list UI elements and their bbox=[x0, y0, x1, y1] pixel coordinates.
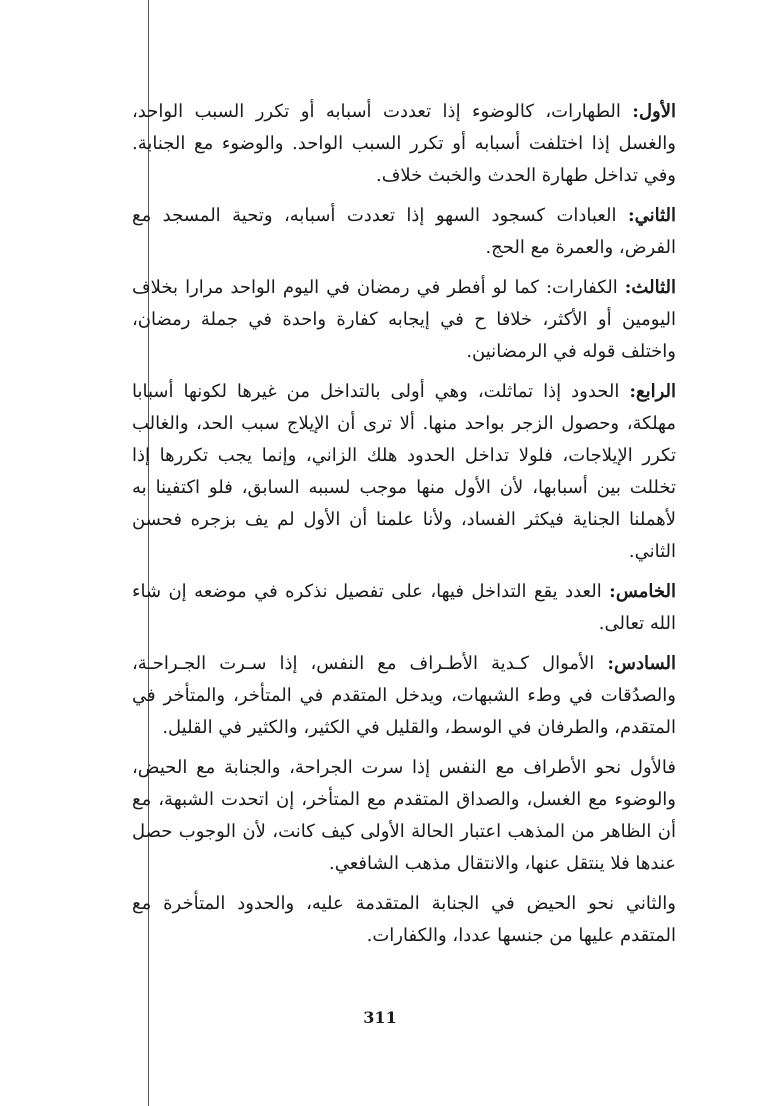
paragraph-text: الطهارات، كالوضوء إذا تعددت أسبابه أو تكرر السبب الواحد، والغسل إذا اختلفت أسبابه أو تكرر السبب الواحد. والوضوء مع الجنابة. وفي تداخل طهارة الحدث والخبث خلاف. bbox=[132, 101, 676, 186]
paragraph-lead: السادس: bbox=[607, 653, 676, 674]
paragraph-fifth bbox=[132, 576, 676, 640]
paragraph-seventh bbox=[132, 752, 676, 880]
paragraph-text: العبادات كسجود السهو إذا تعددت أسبابه، وتحية المسجد مع الفرض، والعمرة مع الحج. bbox=[132, 205, 676, 258]
paragraph-first bbox=[132, 96, 676, 192]
paragraph-text: فالأول نحو الأطراف مع النفس إذا سرت الجراحة، والجنابة مع الحيض، والوضوء مع الغسل، والصداق المتقدم مع المتأخر، إن اتحدت الشبهة، مع أن الظاهر من المذهب اعتبار الحالة الأولى كيف كانت، لأن الوجوب حصل عندها فلا ينتقل عنها، والانتقال مذهب الشافعي. bbox=[132, 757, 676, 874]
paragraph-sixth bbox=[132, 648, 676, 744]
paragraph-lead: الأول: bbox=[632, 101, 676, 122]
paragraph-text: الحدود إذا تماثلت، وهي أولى بالتداخل من غيرها لكونها أسبابا مهلكة، وحصول الزجر بواحد منها. ألا ترى أن الإيلاج سبب الحد، والغالب تكرر الإيلاجات، فلولا تداخل الحدود هلك الزاني، وإنما يجب تكررها إذا تخللت بين أسبابها، لأن الأول منها موجب لسببه السابق، فلو اكتفينا به لأهملنا الجناية فيكثر الفساد، ولأنا علمنا أن الأول لم يف بزجره فحسن الثاني. bbox=[132, 381, 676, 562]
paragraph-text: الأموال كـدية الأطـراف مع النفس، إذا سـرت الجـراحـة، والصدُقات في وطء الشبهات، ويدخل المتقدم في المتأخر، والمتأخر في المتقدم، والطرفان في الوسط، والقليل في الكثير، والكثير في القليل. bbox=[132, 653, 676, 738]
paragraph-second bbox=[132, 200, 676, 264]
paragraph-lead: الخامس: bbox=[609, 581, 676, 602]
page-number: 311 bbox=[363, 1008, 397, 1027]
paragraph-fourth bbox=[132, 376, 676, 568]
paragraph-third bbox=[132, 272, 676, 368]
paragraph-lead: الرابع: bbox=[629, 381, 676, 402]
paragraph-lead: الثالث: bbox=[624, 277, 676, 298]
paragraph-text: والثاني نحو الحيض في الجنابة المتقدمة عليه، والحدود المتأخرة مع المتقدم عليها من جنسها عددا، والكفارات. bbox=[132, 893, 676, 946]
paragraph-text: العدد يقع التداخل فيها، على تفصيل نذكره في موضعه إن شاء الله تعالى. bbox=[132, 581, 676, 634]
paragraph-lead: الثاني: bbox=[627, 205, 677, 226]
paragraph-text: الكفارات: كما لو أفطر في رمضان في اليوم الواحد مرارا بخلاف اليومين أو الأكثر، خلافا ح في إيجابه كفارة واحدة في جملة رمضان، واختلف قوله في الرمضانين. bbox=[132, 277, 676, 362]
body-text bbox=[132, 96, 676, 960]
paragraph-eighth bbox=[132, 888, 676, 952]
